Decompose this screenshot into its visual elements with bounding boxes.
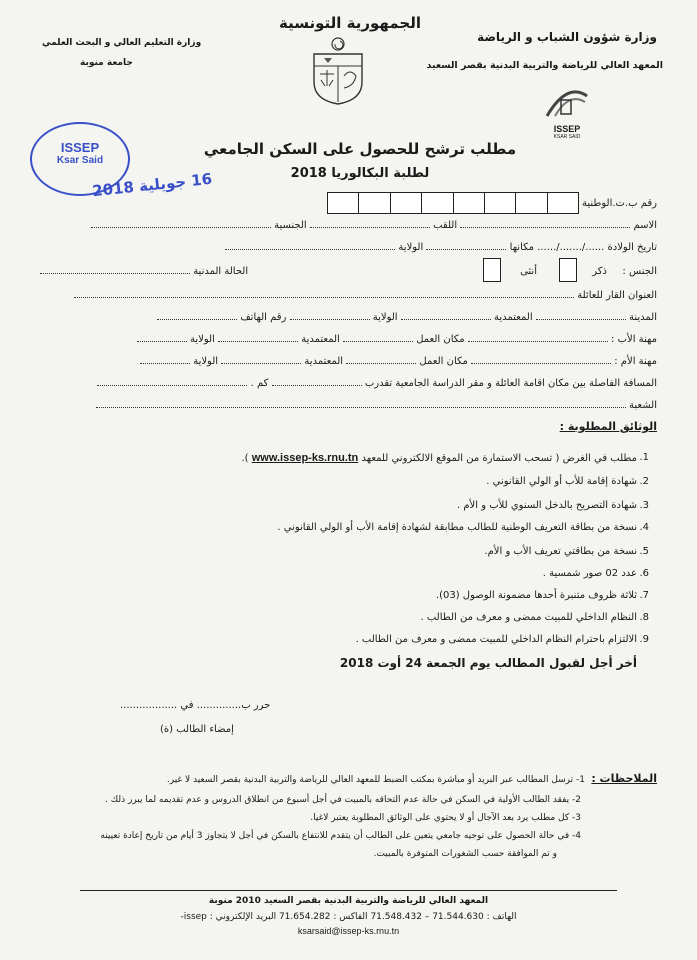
issep-logo-text: ISSEP [553, 124, 581, 134]
coat-of-arms-icon [304, 36, 372, 106]
notes-heading: الملاحظات : [591, 772, 657, 785]
name-field[interactable] [460, 227, 630, 228]
city-label: المدينة [628, 312, 657, 323]
mother-delegation-label: المعتمدية [304, 356, 344, 367]
note-3: 3- كل مطلب يرد بعد الآجال أو لا يحتوي على الوثائق المطلوبة يعتبر لاغيا. [310, 813, 581, 823]
doc-item-8: النظام الداخلي للمبيت ممضى و معرف من الطالب . [420, 612, 637, 623]
civil-status-label: الحالة المدنية [193, 266, 249, 277]
doc-item-2: شهادة إقامة للأب أو الولي القانوني . [486, 476, 637, 487]
mother-job-field[interactable] [471, 363, 611, 364]
footer-contacts [0, 912, 697, 922]
stamp-date: 16 جويلية 2018 [91, 169, 213, 201]
footer-divider [80, 890, 617, 891]
city-delegation-field[interactable] [401, 319, 491, 320]
mother-work-place-field[interactable] [346, 363, 416, 364]
doc-item-5: نسخة من بطاقتي تعريف الأب و الأم. [484, 546, 637, 557]
footer-fax: 71.654.282 [278, 912, 331, 922]
issep-logo-sub: KSAR SAID [553, 134, 581, 140]
issep-logo-icon [537, 86, 597, 120]
distance-field[interactable] [272, 385, 362, 386]
male-label: ذكر [592, 266, 607, 277]
branch-label: الشعبة [629, 400, 657, 411]
father-work-place-label: مكان العمل [416, 334, 465, 345]
university-left: جامعة منوبة [80, 58, 133, 68]
father-job-label: مهنة الأب : [611, 334, 657, 345]
mother-job-label: مهنة الأم : [614, 356, 657, 367]
doc-item-3: شهادة التصريح بالدخل السنوي للأب و الأم . [457, 500, 637, 511]
birth-state-field[interactable] [225, 249, 395, 250]
footer-email-label: البريد الإلكتروني : [209, 912, 277, 922]
doc-item-9: الالتزام باحترام النظام الداخلي للمبيت ممضى و معرف من الطالب . [355, 634, 637, 645]
phone-field[interactable] [157, 319, 237, 320]
birth-row [40, 242, 657, 253]
footer-email-start: issep- [180, 912, 207, 922]
doc-num-2: 2. [639, 476, 649, 487]
form-title: مطلب ترشح للحصول على السكن الجامعي [203, 140, 517, 158]
city-row [40, 312, 657, 323]
documents-heading: الوثائق المطلوبة : [559, 420, 657, 433]
doc-item-1 [241, 452, 637, 464]
father-state-field[interactable] [137, 341, 187, 342]
mother-work-place-label: مكان العمل [419, 356, 468, 367]
republic-title: الجمهورية التونسية [279, 14, 421, 32]
father-state-label: الولاية [189, 334, 215, 345]
form-subtitle: لطلبة البكالوريا 2018 [290, 166, 430, 181]
gender-label: الجنس : [622, 266, 657, 277]
doc-num-7: 7. [639, 590, 649, 601]
institute-right: المعهد العالي للرياضة والتربية البدنية بقصر السعيد [426, 60, 663, 71]
father-delegation-label: المعتمدية [301, 334, 340, 345]
doc-num-8: 8. [639, 612, 649, 623]
father-work-place-field[interactable] [343, 341, 413, 342]
stamp-sub: Ksar Said [56, 155, 104, 166]
note-2: 2- يفقد الطالب الأولية في السكن في حالة عدم التحاقه بالمبيت في أجل أسبوع من انطلاق الدروس و عدم تقديمه لما يبرر ذلك . [105, 795, 581, 805]
note-5: و تم الموافقة حسب الشغورات المتوفرة بالمبيت. [373, 849, 557, 859]
city-delegation-label: المعتمدية [493, 312, 533, 323]
distance-label: المسافة الفاصلة بين مكان اقامة العائلة و مقر الدراسة الجامعية تقدرب [364, 378, 657, 389]
doc-num-3: 3. [639, 500, 649, 511]
note-1: 1- ترسل المطالب عبر البريد أو مباشرة بمكتب الضبط للمعهد العالي للرياضة والتربية البدنية بقصر السعيد لا غير. [166, 775, 585, 785]
father-job-field[interactable] [468, 341, 608, 342]
ministry-right: وزارة شؤون الشباب و الرياضة [477, 30, 657, 44]
nationality-label: الجنسية [274, 220, 307, 231]
address-row [40, 290, 657, 301]
name-row [40, 220, 657, 231]
cin-label: رقم ب.ت.الوطنية [582, 198, 657, 209]
doc-item-4: نسخة من بطاقة التعريف الوطنية للطالب مطابقة لشهادة إقامة الأب أو الولي القانوني . [277, 522, 637, 533]
ministry-left: وزارة التعليم العالي و البحث العلمي [42, 38, 202, 48]
father-delegation-field[interactable] [218, 341, 298, 342]
name-label: الاسم [633, 220, 657, 231]
deadline: أخر أجل لقبول المطالب يوم الجمعة 24 أوت 2018 [339, 656, 637, 670]
signature-label: إمضاء الطالب (ة) [160, 724, 234, 735]
footer-phone-label: الهاتف : [486, 912, 517, 922]
birth-state-label: الولاية [398, 242, 424, 253]
branch-field[interactable] [96, 407, 626, 408]
civil-row [40, 266, 248, 277]
footer-phones: 71.544.630 – 71.548.432 [370, 912, 484, 922]
mother-state-field[interactable] [140, 363, 190, 364]
birth-date-field[interactable]: ....../......./...... [537, 242, 605, 253]
branch-row [40, 400, 657, 411]
doc-num-5: 5. [639, 546, 649, 557]
father-row [40, 334, 657, 345]
female-label: أنثى [520, 266, 537, 277]
civil-status-field[interactable] [40, 273, 190, 274]
doc-item-1-text: مطلب في الغرض ( تسحب الاستمارة من الموقع الالكتروني للمعهد [361, 453, 637, 464]
mother-state-label: الولاية [193, 356, 219, 367]
city-state-label: الولاية [372, 312, 398, 323]
issep-logo [537, 86, 597, 140]
nationality-field[interactable] [91, 227, 271, 228]
doc-num-9: 9. [639, 634, 649, 645]
note-4: 4- في حالة الحصول على توجيه جامعي يتعين على الطالب أن يتقدم للانتفاع بالسكن في أجل لا يتجاوز 3 أيام من تاريخ إعادة تعيينه [100, 831, 581, 841]
stamp-center: ISSEP [60, 140, 100, 155]
address-label: العنوان القار للعائلة [577, 290, 657, 301]
female-checkbox[interactable] [483, 258, 501, 282]
footer-address: المعهد العالي للرياضة والتربية البدنية بقصر السعيد 2010 منوبة [208, 896, 489, 906]
doc-item-1-tail: ). [241, 453, 249, 464]
gender-row [622, 266, 657, 277]
doc-item-7: ثلاثة ظروف متنبرة أحدها مضمونة الوصول (03). [435, 590, 637, 601]
birth-place-label: مكانها [509, 242, 535, 253]
doc-num-1: 1. [639, 452, 649, 463]
distance-rest[interactable] [97, 385, 247, 386]
mother-delegation-field[interactable] [221, 363, 301, 364]
footer-fax-label: الفاكس : [333, 912, 368, 922]
birth-place-field[interactable] [426, 249, 506, 250]
birth-label: تاريخ الولادة [607, 242, 657, 253]
city-field[interactable] [536, 319, 626, 320]
city-state-field[interactable] [290, 319, 370, 320]
footer-email[interactable]: ksarsaid@issep-ks.rnu.tn [297, 926, 400, 936]
website-link[interactable]: www.issep-ks.rnu.tn [251, 452, 359, 464]
km-label: كم . [250, 378, 269, 389]
phone-label: رقم الهاتف [240, 312, 287, 323]
surname-field[interactable] [310, 227, 430, 228]
doc-item-6: عدد 02 صور شمسية . [542, 568, 637, 579]
surname-label: اللقب [433, 220, 458, 231]
male-checkbox[interactable] [559, 258, 577, 282]
address-field[interactable] [74, 297, 574, 298]
cin-row [582, 198, 657, 209]
written-at[interactable]: حرر ب.............. في .................. [120, 700, 271, 711]
doc-num-6: 6. [639, 568, 649, 579]
mother-row [40, 356, 657, 367]
distance-row [40, 378, 657, 389]
cin-boxes[interactable] [327, 192, 579, 214]
doc-num-4: 4. [639, 522, 649, 533]
